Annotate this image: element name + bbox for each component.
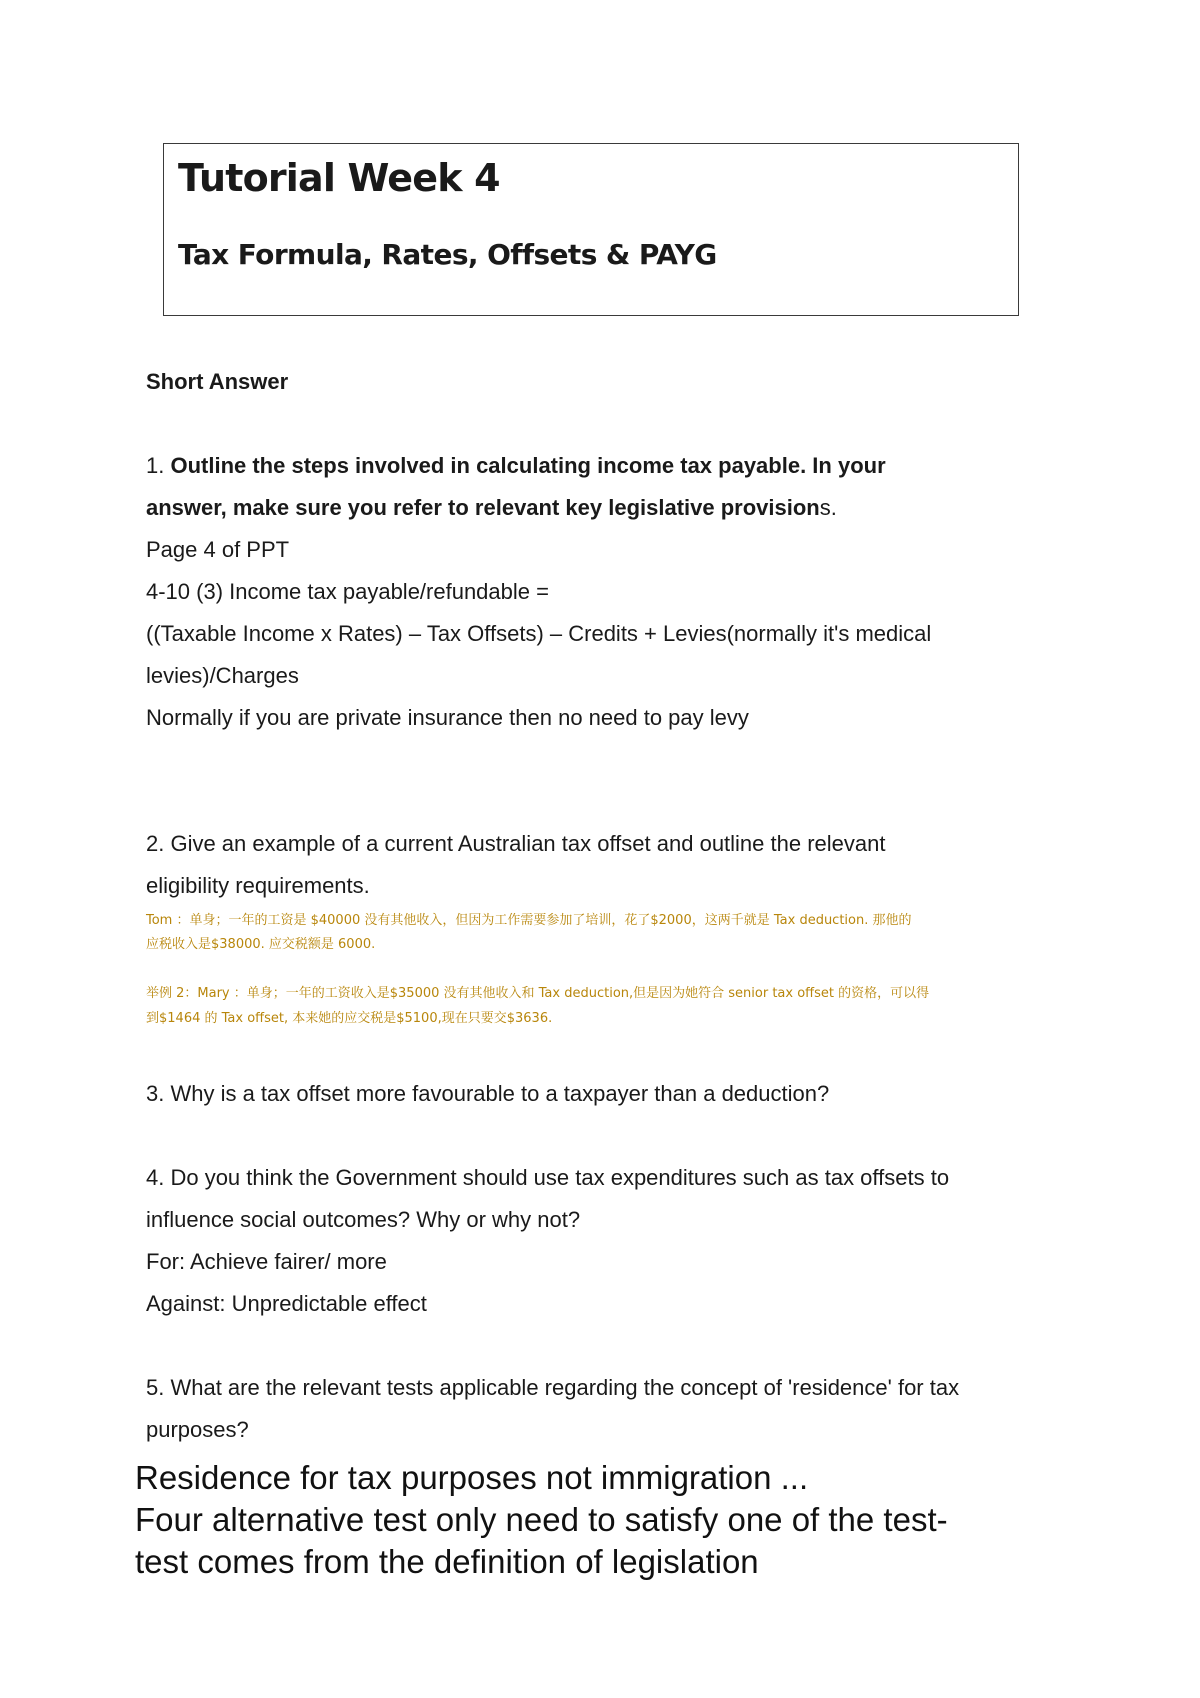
page-subtitle: Tax Formula, Rates, Offsets & PAYG [178,238,717,271]
q1-answer-line: 4-10 (3) Income tax payable/refundable = [146,579,549,604]
q1-text-bold-1: Outline the steps involved in calculating income tax payable. In your [170,453,886,478]
title-box [163,143,1019,316]
q5-answer-line: Residence for tax purposes not immigration ... [135,1459,809,1496]
q3-line: 3. Why is a tax offset more favourable to a taxpayer than a deduction? [146,1081,830,1106]
q1-answer-line: ((Taxable Income x Rates) – Tax Offsets) – Credits + Levies(normally it's medical [146,621,932,646]
q2-note-line: Tom ：单身；一年的工资是 $40000 没有其他收入，但因为工作需要参加了培训，花了$2000，这两千就是 Tax deduction. 那他的 [146,913,912,928]
q4-line: influence social outcomes? Why or why not? [146,1207,581,1232]
q1-answer-line: levies)/Charges [146,663,299,688]
section-heading: Short Answer [146,369,289,394]
q5-line: 5. What are the relevant tests applicable regarding the concept of 'residence' for tax [146,1375,960,1400]
q5-answer-line: Four alternative test only need to satisfy one of the test- [135,1501,948,1538]
q1-text-bold-2: answer, make sure you refer to relevant key legislative provision [146,495,820,520]
q1-number: 1. [146,453,171,478]
q1-line-1 [146,452,886,480]
q2-line: eligibility requirements. [146,873,370,898]
q5-answer-line: test comes from the definition of legislation [135,1543,759,1580]
q1-answer-line: Page 4 of PPT [146,537,290,562]
q1-text-tail: s. [819,495,837,520]
q2-line: 2. Give an example of a current Australian tax offset and outline the relevant [146,831,886,856]
q1-line-2 [146,494,837,522]
q1-answer-line: Normally if you are private insurance then no need to pay levy [146,705,749,730]
q2-note-line: 到$1464 的 Tax offset, 本来她的应交税是$5100,现在只要交$3636. [146,1011,553,1026]
q2-note-line: 应税收入是$38000. 应交税额是 6000. [146,937,376,952]
q5-line: purposes? [146,1417,249,1442]
q4-answer-line: Against: Unpredictable effect [146,1291,427,1316]
q4-line: 4. Do you think the Government should use tax expenditures such as tax offsets to [146,1165,950,1190]
q2-note-line: 举例 2：Mary ：单身；一年的工资收入是$35000 没有其他收入和 Tax deduction,但是因为她符合 senior tax offset 的资格，可以得 [146,986,930,1001]
page-title: Tutorial Week 4 [178,156,500,200]
q4-answer-line: For: Achieve fairer/ more [146,1249,387,1274]
